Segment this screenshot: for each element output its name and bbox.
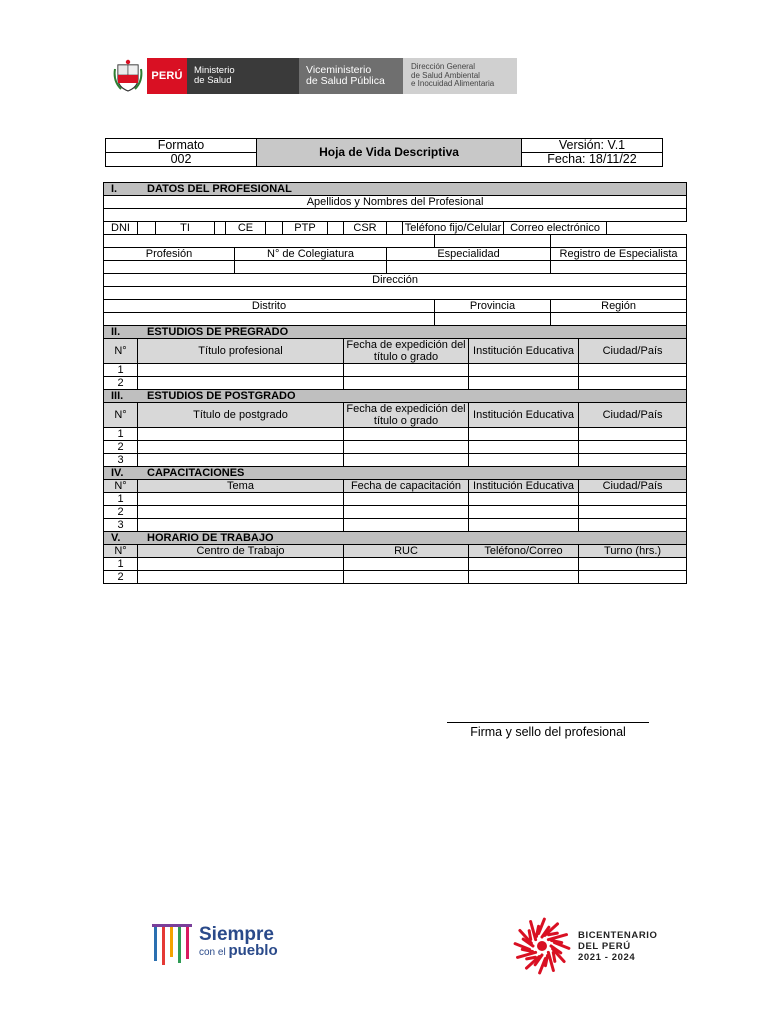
table-row: 3 — [104, 454, 687, 467]
table-row: 1 — [104, 558, 687, 571]
document-number-input[interactable] — [104, 235, 435, 248]
csr-label: CSR — [344, 222, 387, 235]
profession-header: Profesión — [104, 248, 235, 261]
col-city: Ciudad/País — [579, 480, 687, 493]
peru-brand: PERÚ — [147, 58, 187, 94]
direccion-block: Dirección General de Salud Ambiental e Inocuidad Alimentaria — [403, 58, 517, 94]
ti-label: TI — [156, 222, 215, 235]
col-institution: Institución Educativa — [469, 480, 579, 493]
col-city: Ciudad/País — [579, 403, 687, 428]
bicentenario-logo: BICENTENARIO DEL PERÚ 2021 - 2024 — [512, 916, 658, 976]
phone-header: Teléfono fijo/Celular — [403, 222, 504, 235]
format-label: Formato — [106, 139, 257, 153]
col-date: Fecha de expedición del título o grado — [344, 339, 469, 364]
email-header: Correo electrónico — [504, 222, 607, 235]
siempre-logo-icon — [151, 922, 193, 966]
specialist-reg-input[interactable] — [551, 261, 687, 274]
sun-ray — [549, 933, 558, 935]
signature-line[interactable] — [447, 722, 649, 723]
table-row: 1 — [104, 493, 687, 506]
sun-ray — [527, 957, 536, 959]
names-header: Apellidos y Nombres del Profesional — [104, 196, 687, 209]
table-row: 2 — [104, 571, 687, 584]
col-shift: Turno (hrs.) — [579, 545, 687, 558]
col-title: Título de postgrado — [138, 403, 344, 428]
college-input[interactable] — [235, 261, 387, 274]
section-3-header: III. ESTUDIOS DE POSTGRADO — [104, 390, 687, 403]
address-input[interactable] — [104, 287, 687, 300]
table-row: 1 — [104, 364, 687, 377]
col-workplace: Centro de Trabajo — [138, 545, 344, 558]
table-row: 1 — [104, 428, 687, 441]
district-input[interactable] — [104, 313, 435, 326]
ti-checkbox[interactable] — [215, 222, 226, 235]
phone-input[interactable] — [435, 235, 551, 248]
csr-checkbox[interactable] — [387, 222, 403, 235]
sun-ray — [529, 931, 531, 940]
document-title: Hoja de Vida Descriptiva — [257, 139, 522, 167]
col-contact: Teléfono/Correo — [469, 545, 579, 558]
ministerio-block: Ministerio de Salud — [187, 58, 299, 94]
table-row: 2 — [104, 506, 687, 519]
col-institution: Institución Educativa — [469, 403, 579, 428]
ptp-checkbox[interactable] — [328, 222, 344, 235]
bicentenario-sun-icon — [512, 916, 572, 976]
col-number: N° — [104, 545, 138, 558]
section-2-header: II. ESTUDIOS DE PREGRADO — [104, 326, 687, 339]
table-row: 3 — [104, 519, 687, 532]
table-row: 2 — [104, 441, 687, 454]
main-form-table — [103, 182, 687, 584]
col-number: N° — [104, 403, 138, 428]
ptp-label: PTP — [283, 222, 328, 235]
section-1-header: I. DATOS DEL PROFESIONAL — [104, 183, 687, 196]
region-header: Región — [551, 300, 687, 313]
header-logos — [111, 58, 517, 94]
profession-input[interactable] — [104, 261, 235, 274]
district-header: Distrito — [104, 300, 435, 313]
section-4-header: IV. CAPACITACIONES — [104, 467, 687, 480]
ce-checkbox[interactable] — [266, 222, 283, 235]
college-header: N° de Colegiatura — [235, 248, 387, 261]
viceministerio-block: Viceministerio de Salud Pública — [299, 58, 403, 94]
col-date: Fecha de expedición del título o grado — [344, 403, 469, 428]
signature-label: Firma y sello del profesional — [470, 725, 626, 739]
col-title: Título profesional — [138, 339, 344, 364]
format-header-table — [105, 138, 663, 167]
region-input[interactable] — [551, 313, 687, 326]
table-row: 2 — [104, 377, 687, 390]
col-ruc: RUC — [344, 545, 469, 558]
col-number: N° — [104, 480, 138, 493]
address-header: Dirección — [104, 274, 687, 287]
names-input[interactable] — [104, 209, 687, 222]
specialist-reg-header: Registro de Especialista — [551, 248, 687, 261]
col-city: Ciudad/País — [579, 339, 687, 364]
specialty-input[interactable] — [387, 261, 551, 274]
sun-ray — [553, 953, 555, 962]
dni-label: DNI — [104, 222, 138, 235]
specialty-header: Especialidad — [387, 248, 551, 261]
dni-checkbox[interactable] — [138, 222, 156, 235]
email-input[interactable] — [551, 235, 687, 248]
col-institution: Institución Educativa — [469, 339, 579, 364]
col-topic: Tema — [138, 480, 344, 493]
version-label: Versión: V.1 — [522, 139, 663, 153]
col-date: Fecha de capacitación — [344, 480, 469, 493]
siempre-con-el-pueblo-logo: Siempre con el pueblo — [151, 922, 278, 966]
format-code: 002 — [106, 153, 257, 167]
section-5-header: V. HORARIO DE TRABAJO — [104, 532, 687, 545]
date-label: Fecha: 18/11/22 — [522, 153, 663, 167]
coat-of-arms-icon — [111, 58, 145, 94]
province-input[interactable] — [435, 313, 551, 326]
col-number: N° — [104, 339, 138, 364]
ce-label: CE — [226, 222, 266, 235]
province-header: Provincia — [435, 300, 551, 313]
